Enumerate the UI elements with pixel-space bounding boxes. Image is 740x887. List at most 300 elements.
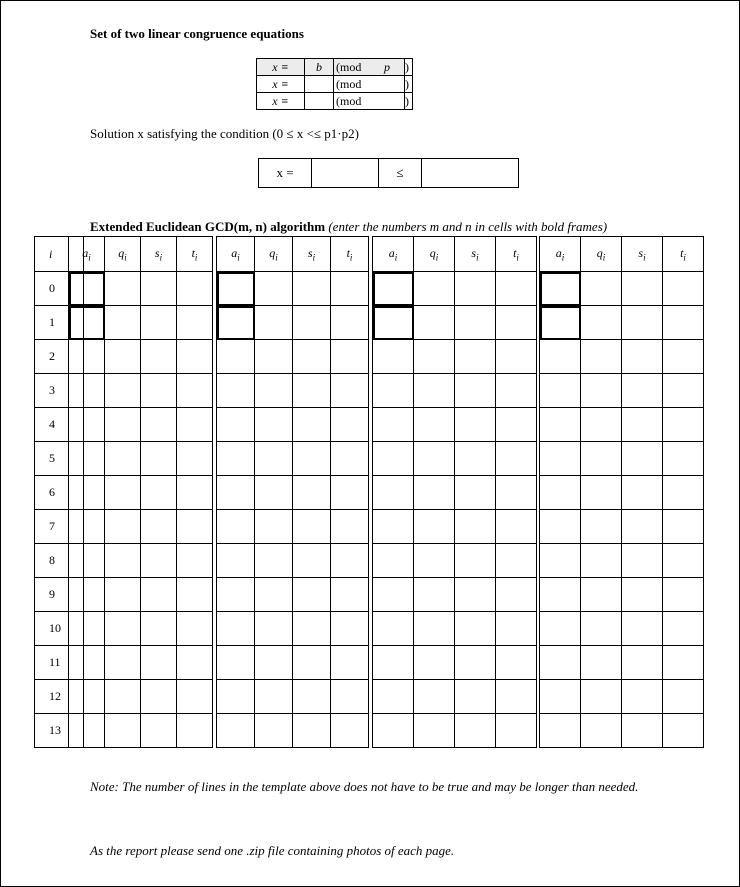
- grid-cell-q[interactable]: [581, 306, 622, 340]
- grid-cell-t[interactable]: [177, 510, 213, 544]
- grid-cell-s[interactable]: [622, 476, 663, 510]
- grid-cell-q[interactable]: [414, 442, 455, 476]
- grid-cell-s[interactable]: [293, 714, 331, 748]
- grid-cell-a[interactable]: [69, 510, 105, 544]
- grid-cell-q[interactable]: [414, 714, 455, 748]
- grid-cell-a[interactable]: [69, 544, 105, 578]
- grid-cell-t[interactable]: [496, 714, 537, 748]
- grid-cell-t[interactable]: [177, 612, 213, 646]
- grid-cell-s[interactable]: [141, 510, 177, 544]
- column-header-letter: q: [429, 245, 436, 260]
- column-header-letter: a: [555, 245, 562, 260]
- table-row: [540, 646, 704, 680]
- grid-cell-s[interactable]: [455, 306, 496, 340]
- table-row: [540, 340, 704, 374]
- grid-cell-q[interactable]: [105, 476, 141, 510]
- grid-cell-t[interactable]: [496, 578, 537, 612]
- table-row: [373, 578, 537, 612]
- table-row: [217, 442, 369, 476]
- table-row: [217, 646, 369, 680]
- grid-cell-s[interactable]: [455, 476, 496, 510]
- grid-cell-q[interactable]: [255, 714, 293, 748]
- grid-cell-s[interactable]: [622, 578, 663, 612]
- grid-cell-s[interactable]: [455, 442, 496, 476]
- grid-cell-q[interactable]: [581, 272, 622, 306]
- grid-cell-t[interactable]: [496, 340, 537, 374]
- grid-cell-s[interactable]: [293, 306, 331, 340]
- grid-cell-q[interactable]: [414, 340, 455, 374]
- grid-cell-t[interactable]: [663, 646, 704, 680]
- column-header-a: [540, 237, 581, 272]
- grid-cell-a[interactable]: [540, 476, 581, 510]
- column-header-q: [581, 237, 622, 272]
- grid-cell-t[interactable]: [496, 510, 537, 544]
- grid-cell-s[interactable]: [293, 442, 331, 476]
- grid-cell-q[interactable]: [581, 714, 622, 748]
- grid-cell-t[interactable]: [663, 612, 704, 646]
- congruence-row-2: [257, 76, 413, 93]
- column-header-letter: q: [596, 245, 603, 260]
- grid-cell-t[interactable]: [496, 408, 537, 442]
- grid-cell-a[interactable]: [217, 646, 255, 680]
- grid-cell-a[interactable]: [217, 408, 255, 442]
- grid-cell-q[interactable]: [255, 374, 293, 408]
- grid-cell-s[interactable]: [622, 646, 663, 680]
- congruence-p-cell[interactable]: [370, 76, 405, 93]
- grid-cell-t[interactable]: [177, 272, 213, 306]
- grid-cell-t[interactable]: [331, 578, 369, 612]
- table-row: [69, 442, 213, 476]
- solution-bound-value[interactable]: [422, 159, 519, 188]
- input-cell-m[interactable]: [217, 272, 255, 306]
- column-header-a: [69, 237, 105, 272]
- grid-cell-a[interactable]: [217, 442, 255, 476]
- congruence-lhs: x ≡: [257, 59, 305, 76]
- grid-cell-t[interactable]: [496, 374, 537, 408]
- grid-cell-t[interactable]: [496, 306, 537, 340]
- grid-cell-t[interactable]: [663, 476, 704, 510]
- column-header-subscript: i: [476, 252, 479, 263]
- grid-cell-q[interactable]: [414, 374, 455, 408]
- grid-cell-s[interactable]: [141, 306, 177, 340]
- grid-cell-s[interactable]: [622, 544, 663, 578]
- grid-cell-s[interactable]: [141, 340, 177, 374]
- grid-cell-a[interactable]: [217, 680, 255, 714]
- grid-cell-s[interactable]: [455, 646, 496, 680]
- grid-cell-t[interactable]: [177, 306, 213, 340]
- grid-cell-a[interactable]: [540, 680, 581, 714]
- congruence-b-cell[interactable]: [305, 93, 334, 110]
- grid-cell-s[interactable]: [622, 714, 663, 748]
- grid-cell-q[interactable]: [105, 442, 141, 476]
- grid-cell-q[interactable]: [581, 680, 622, 714]
- grid-cell-a[interactable]: [540, 612, 581, 646]
- grid-cell-q[interactable]: [414, 408, 455, 442]
- grid-cell-s[interactable]: [293, 612, 331, 646]
- grid-cell-q[interactable]: [414, 612, 455, 646]
- table-row: [373, 476, 537, 510]
- row-index: 3: [35, 374, 84, 408]
- grid-cell-t[interactable]: [331, 476, 369, 510]
- grid-cell-a[interactable]: [69, 714, 105, 748]
- grid-cell-q[interactable]: [581, 612, 622, 646]
- grid-cell-a[interactable]: [373, 340, 414, 374]
- grid-cell-s[interactable]: [293, 374, 331, 408]
- grid-cell-t[interactable]: [331, 510, 369, 544]
- grid-cell-q[interactable]: [414, 272, 455, 306]
- column-header-subscript: i: [394, 252, 398, 263]
- grid-cell-s[interactable]: [455, 714, 496, 748]
- grid-cell-s[interactable]: [141, 612, 177, 646]
- grid-cell-q[interactable]: [105, 680, 141, 714]
- grid-cell-q[interactable]: [105, 544, 141, 578]
- grid-cell-q[interactable]: [414, 578, 455, 612]
- grid-cell-t[interactable]: [177, 544, 213, 578]
- grid-cell-s[interactable]: [455, 578, 496, 612]
- grid-cell-a[interactable]: [540, 714, 581, 748]
- grid-cell-t[interactable]: [663, 306, 704, 340]
- grid-cell-s[interactable]: [622, 374, 663, 408]
- grid-cell-s[interactable]: [455, 510, 496, 544]
- input-cell-n[interactable]: [373, 306, 414, 340]
- congruence-b-cell[interactable]: b: [305, 59, 334, 76]
- column-header-subscript: i: [435, 252, 439, 263]
- grid-cell-a[interactable]: [373, 476, 414, 510]
- grid-cell-a[interactable]: [69, 442, 105, 476]
- row-index: 9: [35, 578, 84, 612]
- grid-cell-t[interactable]: [331, 374, 369, 408]
- grid-cell-q[interactable]: [581, 442, 622, 476]
- row-index: 1: [35, 306, 84, 340]
- congruence-mod-label: (mod: [334, 76, 371, 93]
- grid-cell-s[interactable]: [455, 272, 496, 306]
- grid-cell-a[interactable]: [373, 408, 414, 442]
- table-row: [69, 544, 213, 578]
- grid-cell-t[interactable]: [331, 646, 369, 680]
- grid-cell-a[interactable]: [217, 340, 255, 374]
- table-row: [373, 408, 537, 442]
- grid-cell-a[interactable]: [540, 578, 581, 612]
- column-header-q: [414, 237, 455, 272]
- congruence-close-paren: ): [405, 93, 413, 110]
- grid-cell-s[interactable]: [293, 578, 331, 612]
- grid-cell-a[interactable]: [69, 578, 105, 612]
- grid-cell-s[interactable]: [455, 612, 496, 646]
- solution-leq-symbol: ≤: [379, 159, 422, 188]
- input-cell-n[interactable]: [69, 306, 105, 340]
- column-header-letter: t: [513, 245, 517, 260]
- column-header-letter: s: [307, 245, 313, 260]
- grid-cell-a[interactable]: [373, 442, 414, 476]
- grid-cell-t[interactable]: [496, 646, 537, 680]
- grid-cell-s[interactable]: [622, 272, 663, 306]
- grid-cell-q[interactable]: [255, 544, 293, 578]
- grid-cell-t[interactable]: [331, 442, 369, 476]
- table-row: [69, 578, 213, 612]
- grid-cell-a[interactable]: [217, 476, 255, 510]
- grid-cell-a[interactable]: [217, 714, 255, 748]
- grid-cell-a[interactable]: [217, 578, 255, 612]
- grid-cell-q[interactable]: [105, 306, 141, 340]
- grid-cell-t[interactable]: [177, 340, 213, 374]
- grid-cell-q[interactable]: [255, 272, 293, 306]
- grid-cell-q[interactable]: [105, 272, 141, 306]
- grid-cell-a[interactable]: [540, 442, 581, 476]
- column-header-subscript: i: [159, 252, 163, 263]
- grid-cell-s[interactable]: [622, 340, 663, 374]
- grid-cell-s[interactable]: [293, 272, 331, 306]
- grid-cell-q[interactable]: [581, 646, 622, 680]
- grid-cell-t[interactable]: [496, 442, 537, 476]
- solution-x-value[interactable]: [312, 159, 379, 188]
- grid-cell-q[interactable]: [581, 544, 622, 578]
- column-header-s: [455, 237, 496, 272]
- euclid-grid-2: [216, 236, 369, 748]
- grid-cell-s[interactable]: [141, 646, 177, 680]
- grid-cell-a[interactable]: [540, 408, 581, 442]
- grid-cell-a[interactable]: [373, 578, 414, 612]
- table-row: [540, 476, 704, 510]
- column-header-s: [293, 237, 331, 272]
- grid-cell-a[interactable]: [217, 374, 255, 408]
- grid-cell-t[interactable]: [177, 680, 213, 714]
- grid-cell-a[interactable]: [217, 544, 255, 578]
- congruence-p-cell[interactable]: p: [370, 59, 405, 76]
- grid-cell-s[interactable]: [293, 408, 331, 442]
- grid-cell-s[interactable]: [293, 646, 331, 680]
- grid-cell-q[interactable]: [105, 714, 141, 748]
- grid-cell-t[interactable]: [331, 714, 369, 748]
- grid-cell-a[interactable]: [69, 340, 105, 374]
- table-row: [217, 510, 369, 544]
- grid-cell-t[interactable]: [496, 476, 537, 510]
- grid-cell-s[interactable]: [622, 306, 663, 340]
- grid-cell-a[interactable]: [373, 646, 414, 680]
- table-row: [69, 306, 213, 340]
- grid-cell-t[interactable]: [663, 714, 704, 748]
- grid-cell-s[interactable]: [455, 408, 496, 442]
- grid-cell-q[interactable]: [414, 646, 455, 680]
- grid-cell-s[interactable]: [455, 340, 496, 374]
- grid-cell-t[interactable]: [177, 714, 213, 748]
- grid-cell-a[interactable]: [69, 680, 105, 714]
- congruence-p-cell[interactable]: [370, 93, 405, 110]
- table-row: [69, 340, 213, 374]
- grid-cell-s[interactable]: [622, 408, 663, 442]
- euclid-grid-3: [372, 236, 537, 748]
- grid-cell-q[interactable]: [105, 374, 141, 408]
- grid-cell-t[interactable]: [177, 476, 213, 510]
- row-index: 12: [35, 680, 84, 714]
- grid-cell-s[interactable]: [293, 476, 331, 510]
- input-cell-m[interactable]: [540, 272, 581, 306]
- euclid-grid-4: [539, 236, 704, 748]
- row-index: 13: [35, 714, 84, 748]
- grid-cell-q[interactable]: [255, 646, 293, 680]
- grid-cell-a[interactable]: [69, 612, 105, 646]
- column-header-subscript: i: [237, 252, 240, 263]
- grid-cell-a[interactable]: [373, 374, 414, 408]
- grid-cell-q[interactable]: [414, 544, 455, 578]
- grid-cell-a[interactable]: [373, 612, 414, 646]
- grid-cell-q[interactable]: [105, 510, 141, 544]
- grid-cell-q[interactable]: [255, 306, 293, 340]
- input-cell-n[interactable]: [540, 306, 581, 340]
- grid-cell-q[interactable]: [581, 340, 622, 374]
- grid-cell-t[interactable]: [663, 340, 704, 374]
- grid-cell-q[interactable]: [581, 510, 622, 544]
- grid-cell-a[interactable]: [540, 374, 581, 408]
- grid-cell-a[interactable]: [69, 408, 105, 442]
- grid-cell-a[interactable]: [373, 714, 414, 748]
- grid-cell-s[interactable]: [455, 544, 496, 578]
- column-header-subscript: i: [643, 252, 646, 263]
- euclid-heading: [90, 219, 607, 235]
- column-header-letter: a: [388, 245, 395, 260]
- grid-cell-t[interactable]: [177, 374, 213, 408]
- table-row: [69, 680, 213, 714]
- grid-cell-t[interactable]: [177, 646, 213, 680]
- table-row: [69, 646, 213, 680]
- page-title: Set of two linear congruence equations: [90, 26, 304, 41]
- grid-cell-q[interactable]: [414, 510, 455, 544]
- grid-cell-q[interactable]: [255, 340, 293, 374]
- input-cell-m[interactable]: [373, 272, 414, 306]
- grid-cell-s[interactable]: [141, 374, 177, 408]
- column-header-subscript: i: [349, 252, 353, 263]
- grid-cell-s[interactable]: [141, 408, 177, 442]
- grid-cell-t[interactable]: [331, 612, 369, 646]
- grid-cell-q[interactable]: [414, 476, 455, 510]
- grid-cell-a[interactable]: [69, 476, 105, 510]
- grid-cell-q[interactable]: [255, 612, 293, 646]
- grid-cell-s[interactable]: [622, 442, 663, 476]
- table-row: [540, 544, 704, 578]
- grid-cell-s[interactable]: [622, 510, 663, 544]
- grid-cell-a[interactable]: [69, 646, 105, 680]
- grid-cell-s[interactable]: [141, 442, 177, 476]
- grid-cell-t[interactable]: [331, 544, 369, 578]
- grid-cell-t[interactable]: [177, 408, 213, 442]
- grid-cell-t[interactable]: [177, 442, 213, 476]
- grid-cell-a[interactable]: [373, 680, 414, 714]
- column-header-subscript: i: [194, 252, 198, 263]
- grid-cell-a[interactable]: [540, 646, 581, 680]
- grid-cell-t[interactable]: [663, 578, 704, 612]
- table-row: [540, 714, 704, 748]
- column-header-letter: q: [269, 245, 276, 260]
- input-cell-n[interactable]: [217, 306, 255, 340]
- grid-cell-s[interactable]: [455, 680, 496, 714]
- column-header-t: [177, 237, 213, 272]
- grid-cell-s[interactable]: [141, 578, 177, 612]
- grid-cell-t[interactable]: [177, 578, 213, 612]
- grid-cell-s[interactable]: [141, 272, 177, 306]
- grid-cell-q[interactable]: [255, 408, 293, 442]
- grid-cell-a[interactable]: [540, 510, 581, 544]
- grid-cell-s[interactable]: [141, 714, 177, 748]
- grid-cell-s[interactable]: [141, 476, 177, 510]
- table-row: [69, 612, 213, 646]
- grid-cell-s[interactable]: [622, 680, 663, 714]
- grid-cell-t[interactable]: [663, 544, 704, 578]
- grid-cell-s[interactable]: [141, 680, 177, 714]
- grid-cell-q[interactable]: [255, 442, 293, 476]
- grid-cell-q[interactable]: [581, 578, 622, 612]
- grid-cell-q[interactable]: [255, 476, 293, 510]
- grid-cell-q[interactable]: [255, 578, 293, 612]
- grid-cell-q[interactable]: [105, 646, 141, 680]
- grid-cell-t[interactable]: [663, 510, 704, 544]
- grid-cell-t[interactable]: [331, 680, 369, 714]
- congruence-b-cell[interactable]: [305, 76, 334, 93]
- column-header-s: [622, 237, 663, 272]
- grid-cell-q[interactable]: [414, 306, 455, 340]
- row-index: 0: [35, 272, 84, 306]
- table-row: [373, 612, 537, 646]
- grid-cell-s[interactable]: [293, 680, 331, 714]
- table-row: [217, 680, 369, 714]
- grid-cell-t[interactable]: [663, 272, 704, 306]
- table-row: [69, 476, 213, 510]
- grid-cell-t[interactable]: [663, 442, 704, 476]
- input-cell-m[interactable]: [69, 272, 105, 306]
- table-row: [217, 306, 369, 340]
- grid-cell-t[interactable]: [663, 680, 704, 714]
- grid-cell-a[interactable]: [373, 544, 414, 578]
- euclid-heading-hint: (enter the numbers m and n in cells with bold frames): [328, 219, 608, 234]
- grid-cell-t[interactable]: [496, 544, 537, 578]
- table-row: [69, 374, 213, 408]
- grid-cell-a[interactable]: [373, 510, 414, 544]
- column-header-subscript: i: [602, 252, 606, 263]
- grid-cell-q[interactable]: [105, 612, 141, 646]
- grid-cell-q[interactable]: [255, 510, 293, 544]
- grid-cell-q[interactable]: [255, 680, 293, 714]
- grid-cell-t[interactable]: [496, 272, 537, 306]
- grid-cell-s[interactable]: [455, 374, 496, 408]
- grid-cell-t[interactable]: [496, 612, 537, 646]
- grid-cell-t[interactable]: [663, 374, 704, 408]
- grid-cell-t[interactable]: [331, 272, 369, 306]
- grid-cell-q[interactable]: [581, 408, 622, 442]
- grid-cell-t[interactable]: [663, 408, 704, 442]
- grid-cell-q[interactable]: [105, 408, 141, 442]
- grid-cell-q[interactable]: [414, 680, 455, 714]
- grid-cell-q[interactable]: [105, 578, 141, 612]
- grid-cell-q[interactable]: [581, 374, 622, 408]
- grid-cell-t[interactable]: [331, 306, 369, 340]
- grid-cell-a[interactable]: [217, 612, 255, 646]
- grid-cell-t[interactable]: [496, 680, 537, 714]
- grid-cell-a[interactable]: [540, 544, 581, 578]
- grid-cell-t[interactable]: [331, 408, 369, 442]
- grid-cell-a[interactable]: [69, 374, 105, 408]
- grid-cell-s[interactable]: [293, 510, 331, 544]
- grid-cell-s[interactable]: [622, 612, 663, 646]
- table-row: [373, 306, 537, 340]
- grid-cell-q[interactable]: [581, 476, 622, 510]
- grid-cell-s[interactable]: [141, 544, 177, 578]
- column-header-subscript: i: [561, 252, 565, 263]
- grid-cell-a[interactable]: [217, 510, 255, 544]
- grid-cell-s[interactable]: [293, 340, 331, 374]
- grid-cell-q[interactable]: [105, 340, 141, 374]
- grid-cell-s[interactable]: [293, 544, 331, 578]
- grid-cell-a[interactable]: [540, 340, 581, 374]
- grid-cell-t[interactable]: [331, 340, 369, 374]
- table-row: [217, 544, 369, 578]
